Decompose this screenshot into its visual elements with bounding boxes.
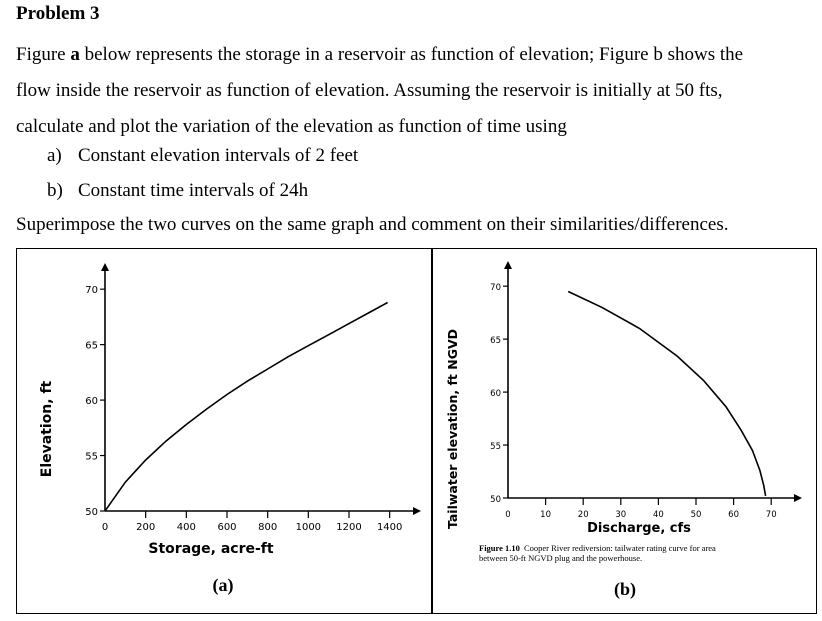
figure-caption-line2: between 50-ft NGVD plug and the powerhouse.: [479, 553, 643, 563]
figure-a-panel: [16, 248, 432, 614]
problem-heading: Problem 3: [16, 3, 100, 24]
list-item: b) Constant time intervals of 24h: [47, 180, 309, 201]
x-axis-arrow: [413, 507, 421, 515]
rating-curve: [568, 292, 765, 496]
x-tick-label: 1000: [295, 522, 322, 533]
x-axis-label: Discharge, cfs: [587, 521, 691, 536]
x-tick-label: 20: [577, 510, 589, 520]
x-tick-label: 200: [136, 522, 156, 533]
y-axis-arrow: [101, 263, 109, 271]
x-tick-label: 70: [765, 510, 777, 520]
figure-b-panel: [432, 248, 817, 614]
storage-curve: [105, 303, 388, 512]
x-tick-label: 800: [258, 522, 278, 533]
figure-a-chart: [17, 249, 431, 613]
x-tick-label: 400: [176, 522, 196, 533]
x-tick-label: 1200: [336, 522, 362, 533]
y-axis-label: Tailwater elevation, ft NGVD: [445, 328, 460, 530]
x-tick-label: 40: [652, 510, 664, 520]
y-axis-label: Elevation, ft: [39, 380, 55, 478]
x-tick-label: 50: [690, 510, 702, 520]
y-tick-label: 55: [490, 442, 501, 453]
figure-b-chart: [433, 249, 816, 613]
y-axis-arrow: [504, 261, 512, 269]
y-tick-label: 65: [490, 336, 501, 347]
x-axis-label: Storage, acre-ft: [148, 541, 274, 557]
x-tick-label: 0: [101, 522, 109, 533]
panel-label-a: (a): [212, 575, 234, 595]
y-tick-label: 60: [490, 389, 501, 400]
y-tick-label: 50: [85, 507, 98, 518]
y-tick-label: 70: [490, 283, 501, 294]
figure-a-ref: a: [70, 44, 80, 65]
y-tick-label: 55: [85, 451, 98, 463]
x-tick-label: 600: [217, 522, 237, 533]
figure-caption: Figure 1.10 Cooper River rediversion: tailwater rating curve for area: [479, 543, 716, 553]
y-tick-label: 60: [85, 396, 98, 408]
y-tick-label: 65: [85, 340, 98, 352]
x-tick-label: 10: [540, 510, 552, 520]
x-tick-label: 60: [728, 510, 740, 520]
list-item: a) Constant elevation intervals of 2 feet: [47, 145, 359, 166]
x-axis-arrow: [794, 494, 802, 502]
problem-statement: Figure a below represents the storage in a reservoir as function of elevation; Figure b shows the flow inside the reservoir as function of elevation. Assuming the reservoir is initially at 50 fts, calculate and plot the variation of the elevation as function of time using: [16, 44, 744, 137]
x-tick-label: 0: [505, 510, 511, 520]
x-tick-label: 30: [615, 510, 627, 520]
x-tick-label: 1400: [376, 522, 403, 533]
y-tick-label: 50: [490, 495, 501, 505]
panel-label-b: (b): [614, 579, 636, 599]
closing-instruction: Superimpose the two curves on the same graph and comment on their similarities/differences.: [16, 214, 729, 235]
y-tick-label: 70: [85, 285, 98, 297]
